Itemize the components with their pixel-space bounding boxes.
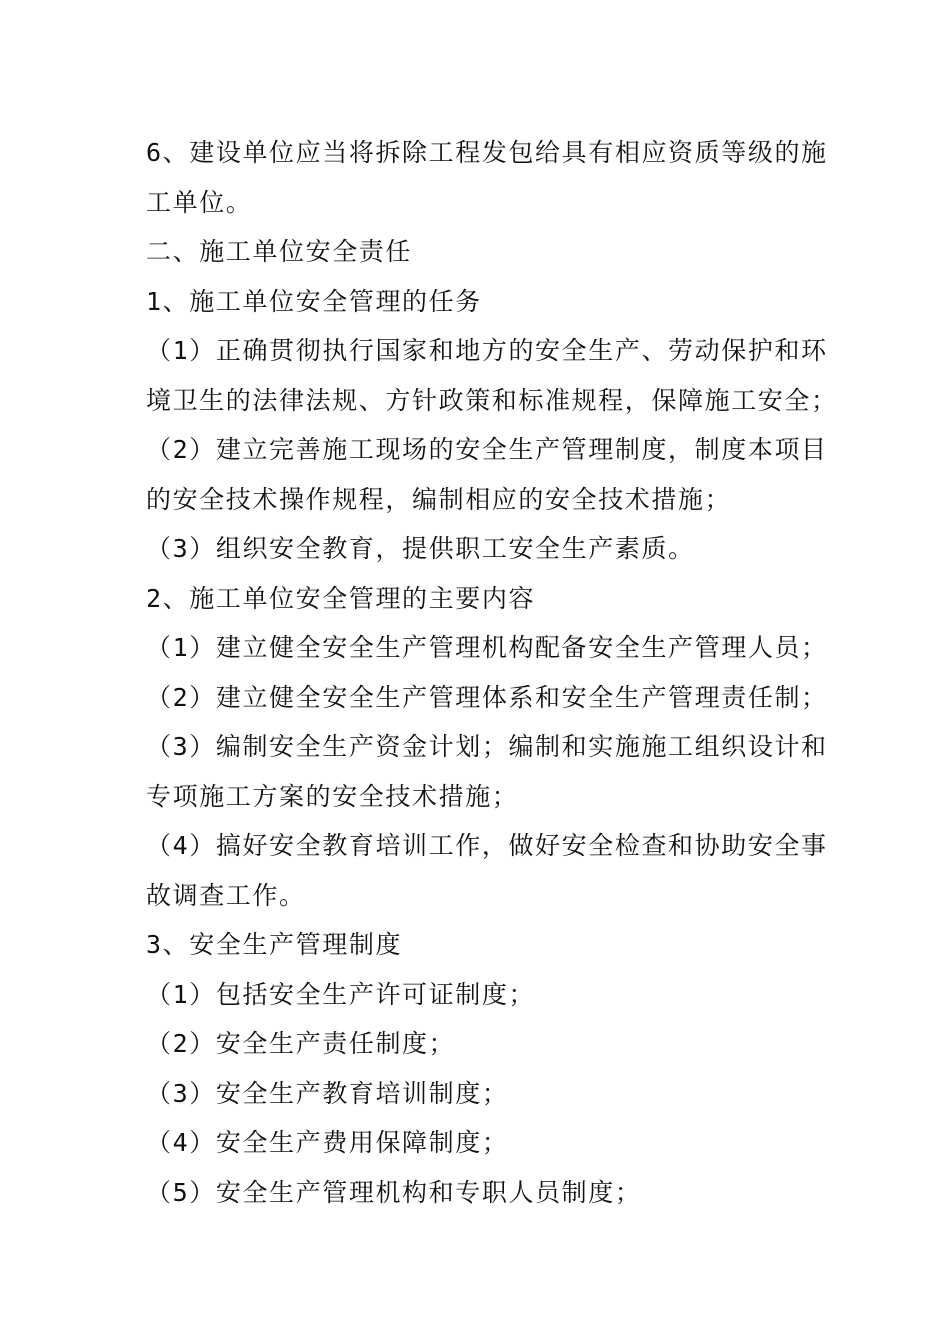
- subsection-heading: 1、施工单位安全管理的任务: [146, 286, 482, 316]
- text-line: 6、建设单位应当将拆除工程发包给具有相应资质等级的施: [146, 138, 828, 167]
- text-line: （1）包括安全生产许可证制度；: [146, 979, 536, 1009]
- text-line: 专项施工方案的安全技术措施；: [146, 781, 519, 811]
- text-line: 的安全技术操作规程，编制相应的安全技术措施；: [146, 484, 732, 514]
- subsection-heading: 3、安全生产管理制度: [146, 930, 403, 959]
- text-line: （3）安全生产教育培训制度；: [146, 1078, 509, 1108]
- subsection-heading: 2、施工单位安全管理的主要内容: [146, 583, 536, 613]
- text-line: 工单位。: [146, 187, 253, 217]
- text-line: （1）正确贯彻执行国家和地方的安全生产、劳动保护和环: [146, 336, 828, 365]
- text-line: （4）搞好安全教育培训工作，做好安全检查和协助安全事: [146, 831, 828, 860]
- text-line: （1）建立健全安全生产管理机构配备安全生产管理人员；: [146, 633, 828, 662]
- section-heading: 二、施工单位安全责任: [146, 237, 413, 266]
- document-body: [146, 128, 838, 1217]
- text-line: （2）建立健全安全生产管理体系和安全生产管理责任制；: [146, 682, 828, 712]
- text-line: （3）编制安全生产资金计划；编制和实施施工组织设计和: [146, 732, 828, 761]
- text-line: （5）安全生产管理机构和专职人员制度；: [146, 1177, 642, 1207]
- text-line: （2）建立完善施工现场的安全生产管理制度，制度本项目: [146, 435, 828, 464]
- text-line: （2）安全生产责任制度；: [146, 1029, 456, 1058]
- text-line: 境卫生的法律法规、方针政策和标准规程，保障施工安全；: [146, 385, 838, 415]
- text-line: （3）组织安全教育，提供职工安全生产素质。: [146, 534, 695, 563]
- text-line: （4）安全生产费用保障制度；: [146, 1128, 509, 1157]
- text-line: 故调查工作。: [146, 880, 306, 910]
